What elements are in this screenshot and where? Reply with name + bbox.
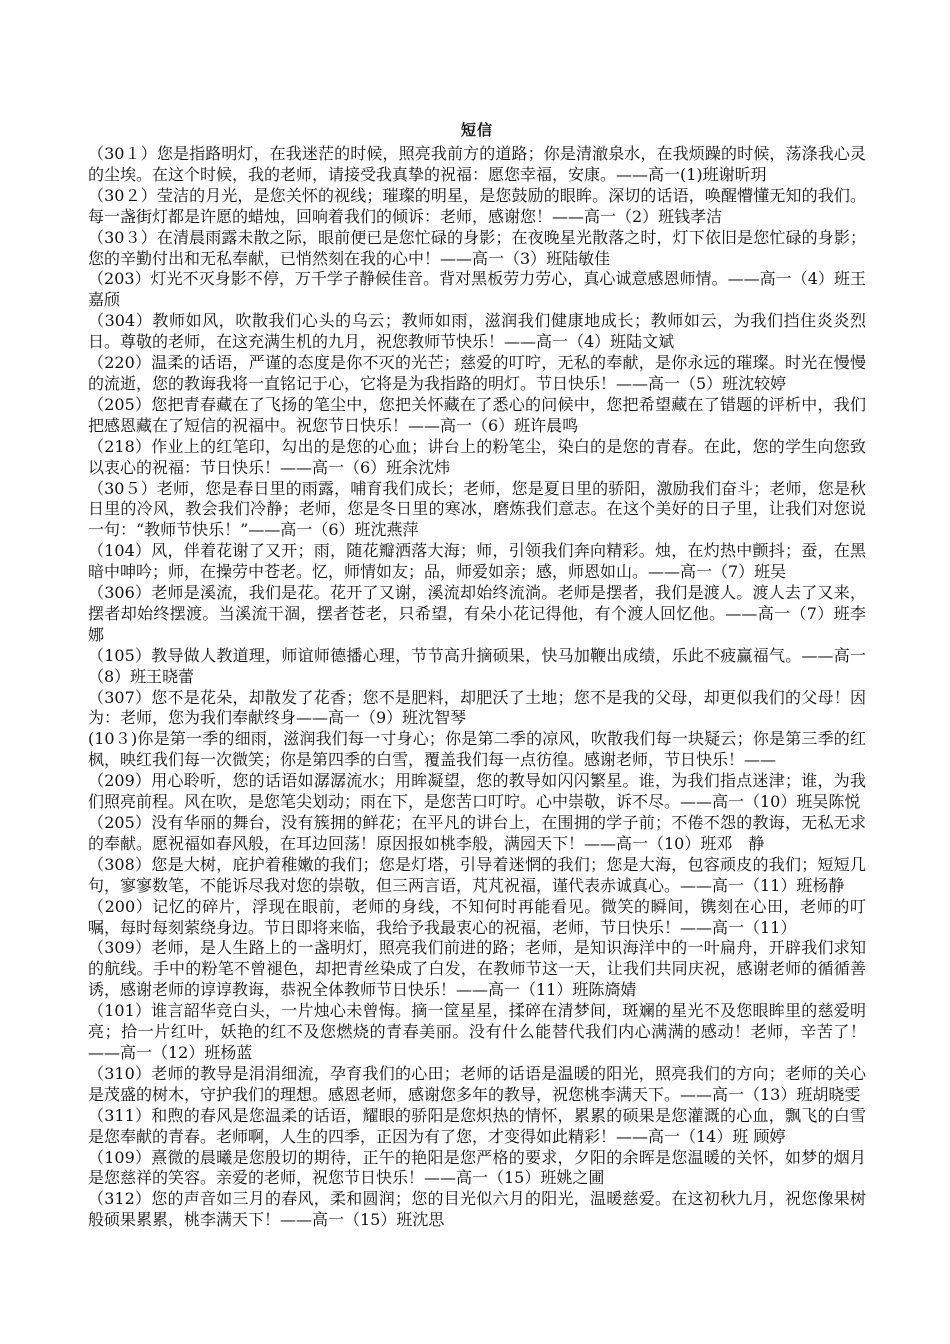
message-entry: （220）温柔的话语，严谨的态度是你不灭的光芒；慈爱的叮咛，无私的奉献，是你永远的璀璨。时光在慢慢的流逝，您的教诲我将一直铭记于心，它将是为我指路的明灯。节日快乐！——高一（5）班沈较婷: [88, 353, 866, 393]
document-title: 短信: [460, 121, 493, 139]
message-entry: （209）用心聆听，您的话语如潺潺流水；用眸凝望，您的教导如闪闪繁星。谁，为我们指点迷津；谁，为我们照亮前程。风在吹，是您笔尖划动；雨在下，是您苦口叮咛。心中崇敬，诉不尽。——高一（10）班吴陈悦: [88, 771, 866, 812]
message-entry: （308）您是大树，庇护着稚嫩的我们；您是灯塔，引导着迷惘的我们；您是大海，包容顽皮的我们；短短几句，寥寥数笔，不能诉尽我对您的崇敬，但三两言语，芃芃祝福，谨代表赤诚真心。——高一（11）班杨静: [88, 854, 866, 895]
message-entry: （218）作业上的红笔印，勾出的是您的心血；讲台上的粉笔尘，染白的是您的青春。在此，您的学生向您致以衷心的祝福：节日快乐！——高一（6）班余沈炜: [88, 436, 866, 477]
message-entry: （312）您的声音如三月的春风，柔和圆润；您的目光似六月的阳光，温暖慈爱。在这初秋九月，祝您像果树般硕果累累，桃李满天下！——高一（15）班沈思: [88, 1189, 866, 1230]
message-entry: （311）和煦的春风是您温柔的话语，耀眼的骄阳是您炽热的情怀，累累的硕果是您灌溉的心血，飘飞的白雪是您奉献的青春。老师啊，人生的四季，正因为有了您，才变得如此精彩！——高一（14）班 顾婷: [88, 1105, 866, 1146]
message-entry: （109）熹微的晨曦是您殷切的期待，正午的艳阳是您严格的要求，夕阳的余晖是您温暖的关怀，如梦的烟月是您慈祥的笑容。亲爱的老师，祝您节日快乐！——高一（15）班姚之圃: [88, 1147, 866, 1188]
message-entry: (10３)你是第一季的细雨，滋润我们每一寸身心；你是第二季的凉风，吹散我们每一块疑云；你是第三季的红枫，映红我们每一次微笑；你是第四季的白雪，覆盖我们每一点彷徨。感谢老师，节日快乐！——: [88, 729, 866, 770]
message-entry: （309）老师，是人生路上的一盏明灯，照亮我们前进的路；老师，是知识海洋中的一叶扁舟，开辟我们求知的航线。手中的粉笔不曾褪色，却把青丝染成了白发，在教师节这一天，让我们共同庆祝，感谢老师的循循善诱，感谢老师的谆谆教诲，恭祝全体教师节日快乐！——高一（11）班陈旖婧: [88, 938, 866, 1000]
message-entry: （30１）您是指路明灯，在我迷茫的时候，照亮我前方的道路；你是清澈泉水，在我烦躁的时候，荡涤我心灵的尘埃。在这个时候，我的老师，请接受我真挚的祝福：愿您幸福，安康。——高一(1)班谢昕玥: [88, 144, 866, 184]
message-entry: （306）老师是溪流，我们是花。花开了又谢，溪流却始终流淌。老师是摆者，我们是渡人。渡人去了又来，摆者却始终摆渡。当溪流干涸，摆者苍老，只希望，有朵小花记得他，有个渡人回忆他。——高一（7）班李娜: [88, 583, 866, 644]
message-entry: （200）记忆的碎片，浮现在眼前，老师的身线，不知何时再能看见。微笑的瞬间，镌刻在心田，老师的叮嘱，每时每刻萦绕身边。节日即将来临，我给予我最衷心的祝福，老师，节日快乐！——高一（11）: [88, 896, 866, 937]
message-entry: （30２）莹洁的月光，是您关怀的视线；璀璨的明星，是您鼓励的眼眸。深切的话语，唤醒懵懂无知的我们。每一盏街灯都是许愿的蜡烛，回响着我们的倾诉：老师，感谢您！——高一（2）班钱孝洁: [88, 185, 866, 226]
message-entry: （307）您不是花朵，却散发了花香；您不是肥料，却肥沃了土地；您不是我的父母，却更似我们的父母！因为：老师，您为我们奉献终身——高一（9）班沈智琴: [88, 687, 866, 728]
message-entry: （310）老师的教导是涓涓细流，孕育我们的心田；老师的话语是温暖的阳光，照亮我们的方向；老师的关心是茂盛的树木，守护我们的理想。感恩老师，感谢您多年的教导，祝您桃李满天下。——高一（13）班胡晓雯: [88, 1063, 866, 1104]
message-list: [88, 144, 866, 1231]
message-entry: （30５）老师，您是春日里的雨露，哺育我们成长；老师，您是夏日里的骄阳，激励我们奋斗；老师，您是秋日里的冷风，教会我们冷静；老师，您是冬日里的寒冰，磨炼我们意志。在这个美好的日子里，让我们对您说一句：“教师节快乐！”——高一（6）班沈燕萍: [88, 478, 866, 540]
message-entry: （304）教师如风，吹散我们心头的乌云；教师如雨，滋润我们健康地成长；教师如云，为我们挡住炎炎烈日。尊敬的老师，在这充满生机的九月，祝您教师节快乐！——高一（4）班陆文斌: [88, 311, 866, 352]
message-entry: （105）教导做人教道理，师谊师德播心理，节节高升摘硕果，快马加鞭出成绩，乐此不疲赢福气。——高一（8）班王晓蕾: [88, 645, 866, 686]
message-entry: （205）您把青春藏在了飞扬的笔尘中，您把关怀藏在了悉心的问候中，您把希望藏在了错题的评析中，我们把感恩藏在了短信的祝福中。祝您节日快乐！——高一（6）班许晨鸣: [88, 394, 866, 435]
message-entry: （104）风，伴着花谢了又开；雨，随花瓣洒落大海；师，引领我们奔向精彩。烛，在灼热中颤抖；蚕，在黑暗中呻吟；师，在操劳中苍老。忆，师情如友；品，师爱如亲；感，师恩如山。——高一（7）班吴: [88, 541, 866, 582]
message-entry: （203）灯光不灭身影不停，万千学子静候佳音。背对黑板劳力劳心，真心诚意感恩师情。——高一（4）班王嘉颀: [88, 269, 866, 310]
message-entry: （30３）在清晨雨露未散之际，眼前便已是您忙碌的身影；在夜晚星光散落之时，灯下依旧是您忙碌的身影；您的辛勤付出和无私奉献，已悄然刻在我的心中！——高一（3）班陆敏佳: [88, 227, 866, 268]
message-entry: （101）谁言韶华竞白头，一片烛心未曾悔。摘一筐星星，揉碎在清梦间，斑斓的星光不及您眼眸里的慈爱明亮；拾一片红叶，妖艳的红不及您燃烧的青春美丽。没有什么能替代我们内心满满的感动！老师，辛苦了！——高一（12）班杨蓝: [88, 1001, 866, 1062]
document-page: [88, 118, 866, 1231]
message-entry: （205）没有华丽的舞台，没有簇拥的鲜花；在平凡的讲台上，在围拥的学子前；不倦不怨的教诲，无私无求的奉献。愿祝福如春风般，在耳边回荡！原因报如桃李般，满园天下！——高一（10）班邓 静: [88, 813, 866, 853]
